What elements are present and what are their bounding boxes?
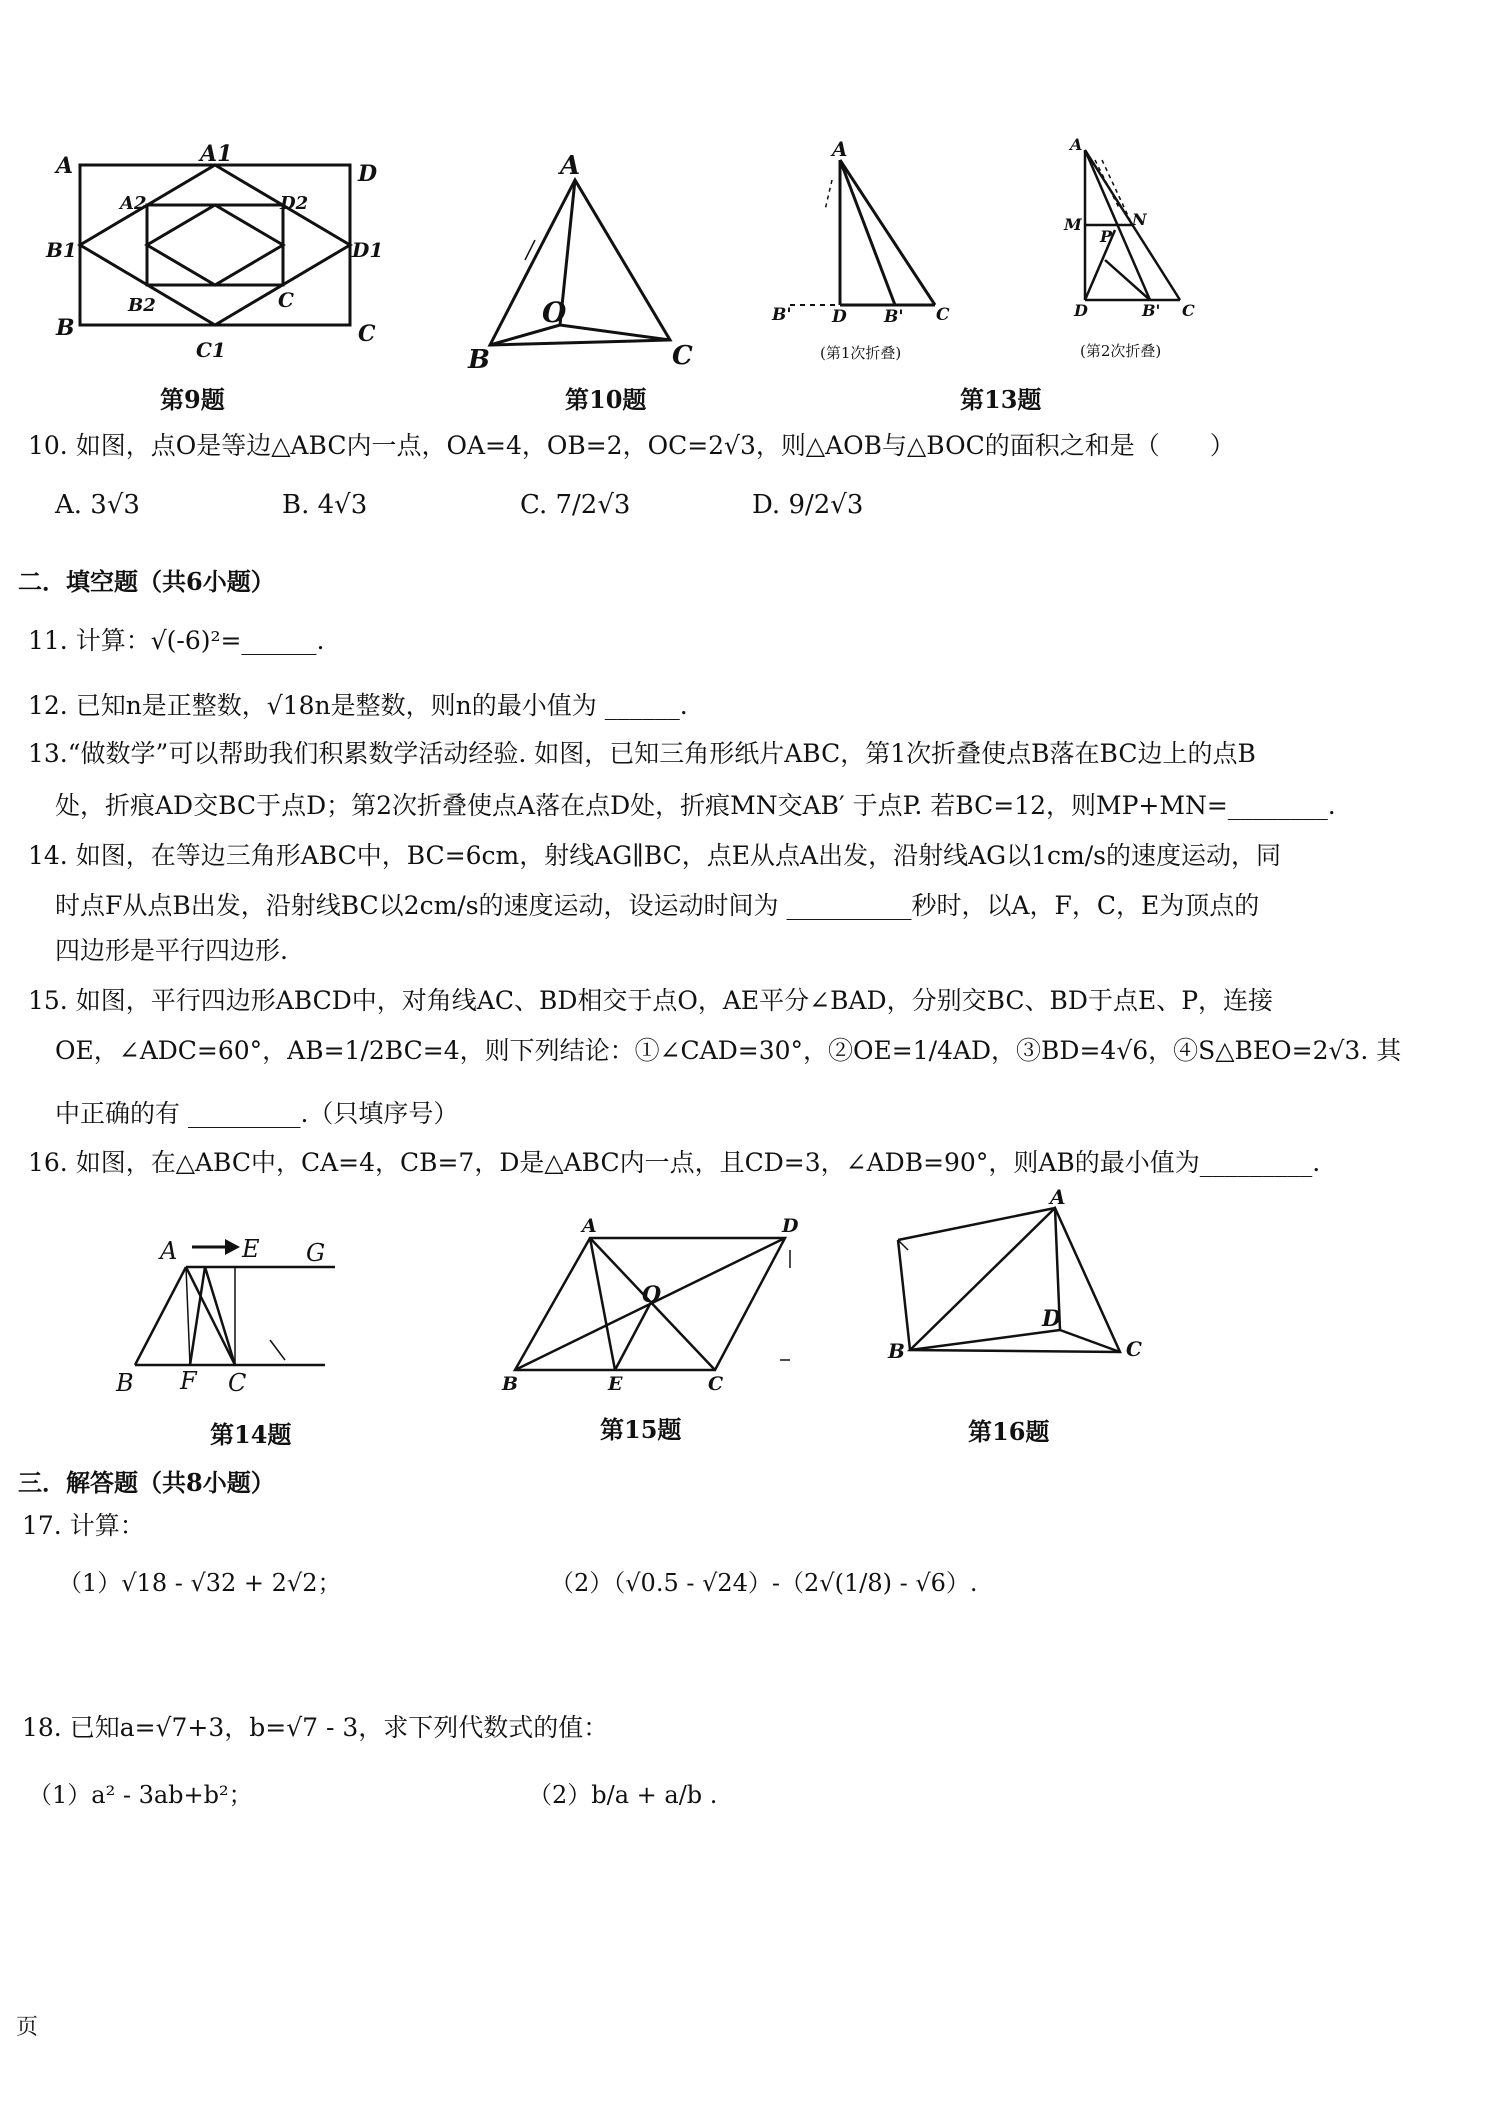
fig15-label-o: O [642,1282,662,1308]
fig14-label-b: B [116,1369,134,1397]
section-3-heading: 三．解答题（共8小题） [18,1468,275,1497]
fig13a-caption: (第1次折叠) [820,344,902,362]
fig9-label-a: A [56,153,74,179]
caption-fig14: 第14题 [210,1420,292,1449]
figure-15 [490,1210,810,1400]
fig9-label-d: D [358,161,378,187]
q10-option-c: C. 7/2√3 [520,490,631,520]
fig13b-label-p: P [1100,227,1113,246]
fig13b-label-d: D [1074,301,1088,320]
figure-13-second-fold [1060,130,1210,370]
fig9-label-c: C [358,321,376,347]
fig15-label-b: B [502,1373,519,1395]
fig13b-label-c: C [1182,301,1195,320]
question-14-line-3: 四边形是平行四边形. [55,936,288,965]
fig9-label-a1: A1 [200,141,233,167]
question-18-title: 18. 已知a=√7+3，b=√7 - 3，求下列代数式的值： [22,1713,609,1742]
figure-13a-diagram [770,137,960,370]
fig16-label-b: B [888,1339,905,1363]
page-footer: 页 [16,2015,39,2040]
caption-fig9: 第9题 [160,385,225,414]
fig13b-label-n: N [1132,210,1147,229]
question-18-part-2: （2）b/a + a/b . [528,1781,718,1809]
figure-10-diagram [460,150,700,375]
q10-option-d: D. 9/2√3 [752,490,864,520]
fig14-label-g: G [306,1239,326,1267]
question-13-line-1: 13.“做数学”可以帮助我们积累数学活动经验. 如图，已知三角形纸片ABC，第1次折叠使点B落在BC边上的点B [28,739,1256,768]
fig16-label-d: D [1042,1306,1062,1332]
fig13b-caption: (第2次折叠) [1080,342,1162,360]
fig13b-label-m: M [1064,215,1082,234]
fig13a-label-b-prime: B' [884,307,904,327]
caption-fig13: 第13题 [960,385,1042,414]
figure-14 [110,1225,350,1405]
fig13a-label-b-prime-left: B' [772,305,792,325]
fig9-label-b: B [56,315,75,341]
question-13-line-2: 处，折痕AD交BC于点D；第2次折叠使点A落在点D处，折痕MN交AB′ 于点P. 若BC=12，则MP+MN=________. [55,791,1336,820]
fig15-label-d: D [782,1215,799,1237]
section-2-heading: 二．填空题（共6小题） [18,567,275,596]
fig13b-label-b-prime: B' [1142,301,1161,320]
fig9-label-c1: C1 [196,338,226,362]
fig13a-label-c: C [936,305,950,325]
fig15-label-c: C [708,1373,724,1395]
figure-15-diagram [490,1210,810,1400]
figure-14-diagram [110,1225,350,1405]
question-10: 10. 如图，点O是等边△ABC内一点，OA=4，OB=2，OC=2√3，则△AOB与△BOC的面积之和是（ ） [28,431,1235,460]
question-12: 12. 已知n是正整数，√18n是整数，则n的最小值为 ______. [28,691,688,720]
question-11: 11. 计算：√(-6)²=______. [28,626,325,655]
fig13a-label-d: D [832,307,847,327]
fig9-label-b2: B2 [128,295,156,316]
fig10-label-c: C [672,341,693,371]
figure-9 [40,135,384,365]
figure-9-diagram [40,135,384,365]
fig16-label-a: A [1050,1185,1066,1209]
fig14-label-f: F [180,1367,197,1395]
figure-13b-diagram [1060,130,1210,370]
fig13a-label-a: A [832,137,848,161]
fig10-label-o: O [542,296,567,329]
fig9-label-a2: A2 [120,193,147,214]
figure-16 [880,1185,1170,1370]
fig15-label-a: A [582,1215,597,1237]
question-16: 16. 如图，在△ABC中，CA=4，CB=7，D是△ABC内一点，且CD=3，∠ADB=90°，则AB的最小值为_________. [28,1148,1321,1177]
question-15-line-3: 中正确的有 _________.（只填序号） [55,1099,459,1128]
caption-fig16: 第16题 [968,1417,1050,1446]
figure-16-diagram [880,1185,1170,1370]
fig13b-label-a: A [1070,135,1083,154]
question-17-part-1: （1）√18 - √32 + 2√2； [58,1569,342,1597]
question-15-line-1: 15. 如图，平行四边形ABCD中，对角线AC、BD相交于点O，AE平分∠BAD，分别交BC、BD于点E、P，连接 [28,986,1274,1015]
question-18-part-1: （1）a² - 3ab+b²； [28,1781,253,1809]
fig10-label-b: B [468,345,490,375]
fig14-label-a: A [160,1237,178,1265]
question-14-line-2: 时点F从点B出发，沿射线BC以2cm/s的速度运动，设运动时间为 __________秒时，以A，F，C，E为顶点的 [55,891,1260,920]
fig15-label-e: E [608,1373,623,1395]
fig14-label-e: E [242,1235,260,1263]
fig9-label-c-inner: C [278,288,294,312]
fig9-label-d2: D2 [280,193,309,214]
caption-fig10: 第10题 [565,385,647,414]
figure-10 [460,150,700,375]
question-14-line-1: 14. 如图，在等边三角形ABC中，BC=6cm，射线AG∥BC，点E从点A出发，沿射线AG以1cm/s的速度运动，同 [28,841,1281,870]
q10-option-a: A. 3√3 [55,490,140,520]
fig16-label-c: C [1126,1337,1142,1361]
fig9-label-b1: B1 [46,238,77,262]
caption-fig15: 第15题 [600,1415,682,1444]
fig9-label-d1: D1 [352,238,384,262]
figure-13-first-fold [770,137,960,370]
question-17-part-2: （2）（√0.5 - √24）-（2√(1/8) - √6）. [550,1569,978,1597]
fig14-label-c: C [228,1369,247,1397]
question-15-line-2: OE，∠ADC=60°，AB=1/2BC=4，则下列结论：①∠CAD=30°，②OE=1/4AD，③BD=4√6，④S△BEO=2√3. 其 [55,1036,1402,1065]
question-17-title: 17. 计算： [22,1511,145,1540]
q10-option-b: B. 4√3 [282,490,368,520]
fig10-label-a: A [560,151,581,181]
